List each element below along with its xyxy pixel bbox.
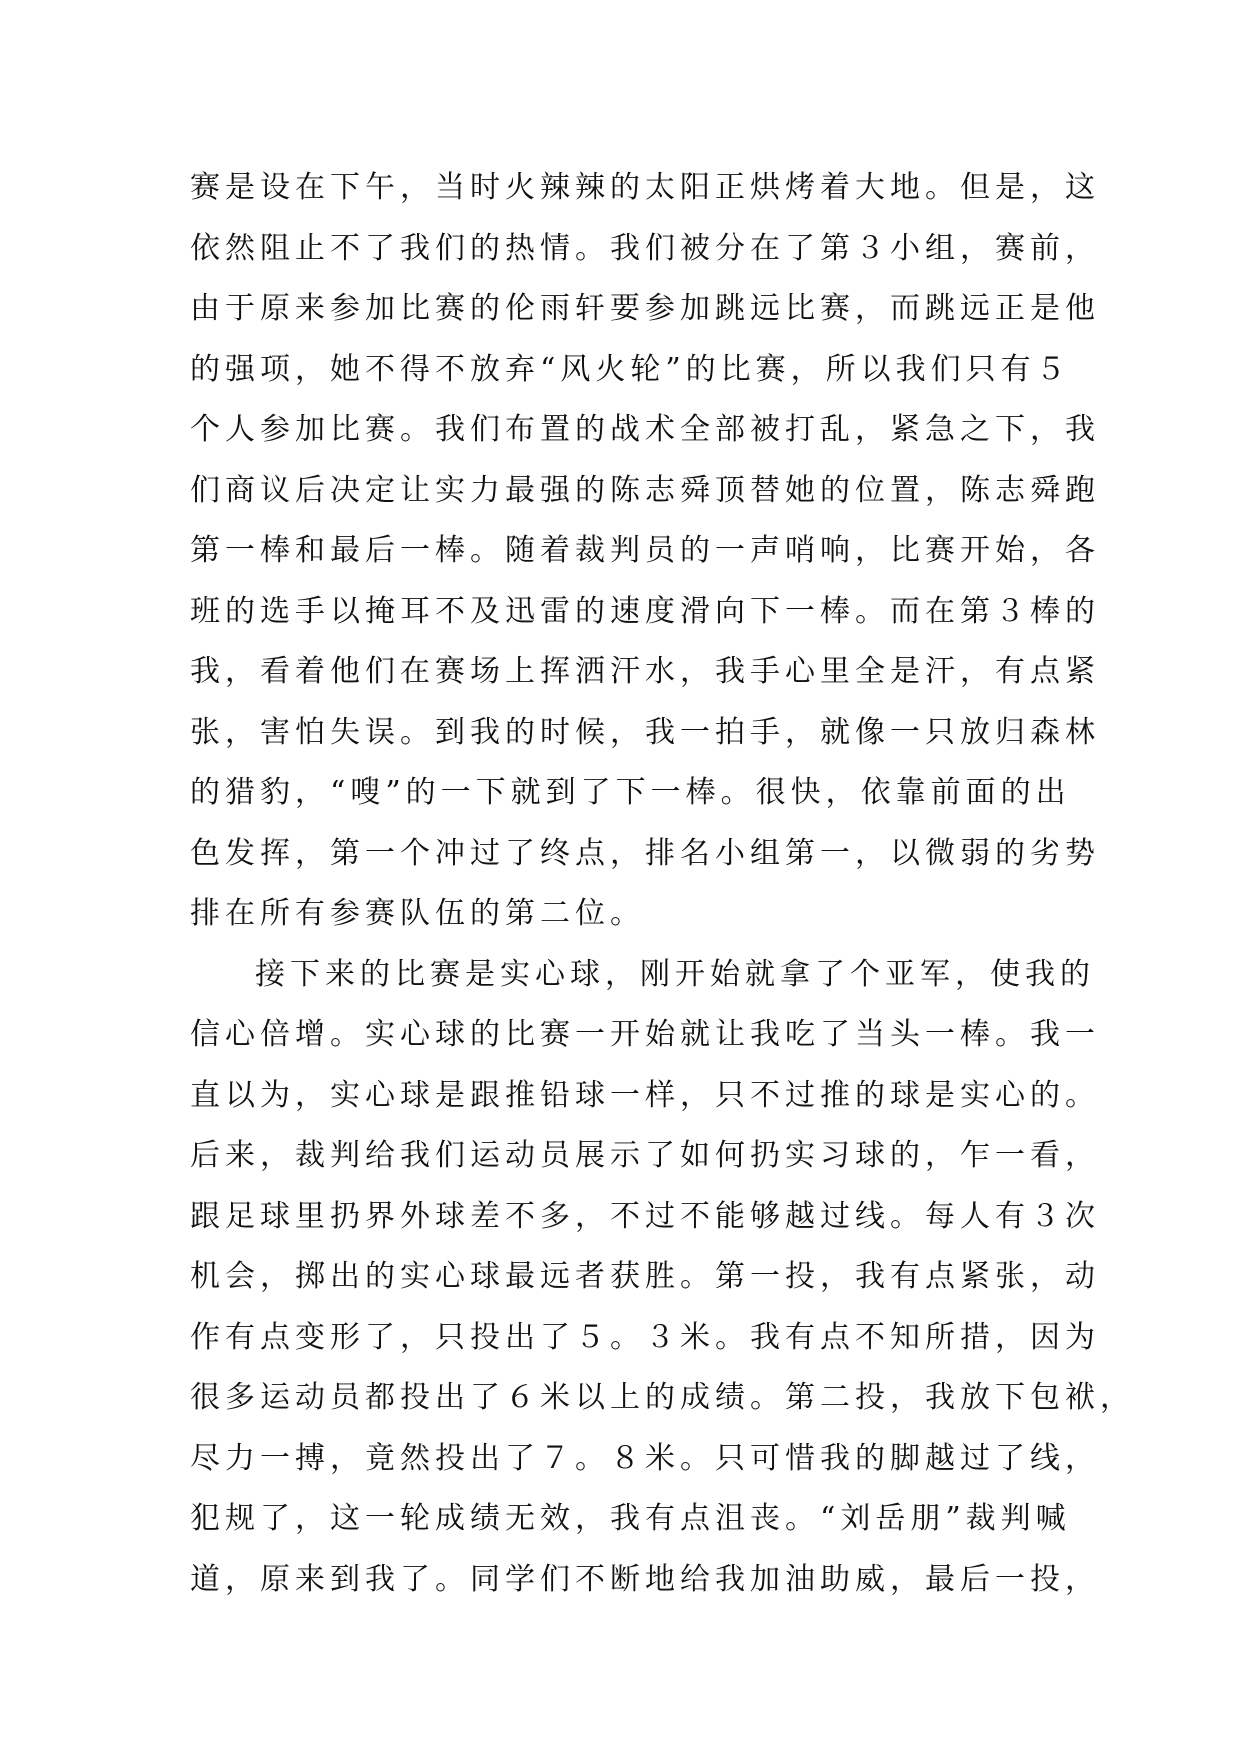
text-line: 后来，裁判给我们运动员展示了如何扔实习球的，乍一看， <box>190 1138 1100 1173</box>
text-line: 信心倍增。实心球的比赛一开始就让我吃了当头一棒。我一 <box>190 1017 1100 1052</box>
text-line: 张，害怕失误。到我的时候，我一拍手，就像一只放归森林 <box>190 714 1100 750</box>
text-line: 跟足球里扔界外球差不多，不过不能够越过线。每人有３次 <box>190 1198 1100 1234</box>
text-line: 很多运动员都投出了６米以上的成绩。第二投，我放下包袱， <box>190 1380 1135 1415</box>
text-line: 直以为，实心球是跟推铅球一样，只不过推的球是实心的。 <box>190 1077 1100 1113</box>
text-line: 作有点变形了，只投出了５。３米。我有点不知所措，因为 <box>190 1319 1100 1355</box>
text-line: 排在所有参赛队伍的第二位。 <box>190 896 645 931</box>
paragraph-first-line: 接下来的比赛是实心球，刚开始就拿了个亚军，使我的 <box>255 956 1095 992</box>
text-line: 由于原来参加比赛的伦雨轩要参加跳远比赛，而跳远正是他 <box>190 291 1100 326</box>
text-line: 第一棒和最后一棒。随着裁判员的一声哨响，比赛开始，各 <box>190 533 1100 568</box>
text-line: 依然阻止不了我们的热情。我们被分在了第３小组，赛前， <box>190 230 1100 266</box>
text-line: 机会，掷出的实心球最远者获胜。第一投，我有点紧张，动 <box>190 1259 1100 1294</box>
text-line: 班的选手以掩耳不及迅雷的速度滑向下一棒。而在第３棒的 <box>190 593 1100 629</box>
text-line: 的猎豹，“嗖”的一下就到了下一棒。很快，依靠前面的出 <box>190 775 1071 810</box>
text-line: 的强项，她不得不放弃“风火轮”的比赛，所以我们只有５ <box>190 351 1071 387</box>
text-line: 色发挥，第一个冲过了终点，排名小组第一，以微弱的劣势 <box>190 835 1100 871</box>
text-line: 们商议后决定让实力最强的陈志舜顶替她的位置，陈志舜跑 <box>190 472 1100 508</box>
text-line: 我，看着他们在赛场上挥洒汗水，我手心里全是汗，有点紧 <box>190 654 1100 689</box>
text-line: 犯规了，这一轮成绩无效，我有点沮丧。“刘岳朋”裁判喊 <box>190 1501 1071 1536</box>
text-line: 赛是设在下午，当时火辣辣的太阳正烘烤着大地。但是，这 <box>190 170 1100 205</box>
text-line: 道，原来到我了。同学们不断地给我加油助威，最后一投， <box>190 1561 1100 1597</box>
text-line: 个人参加比赛。我们布置的战术全部被打乱，紧急之下，我 <box>190 412 1100 447</box>
text-line: 尽力一搏，竟然投出了７。８米。只可惜我的脚越过了线， <box>190 1440 1100 1476</box>
body-text <box>190 158 1135 1610</box>
